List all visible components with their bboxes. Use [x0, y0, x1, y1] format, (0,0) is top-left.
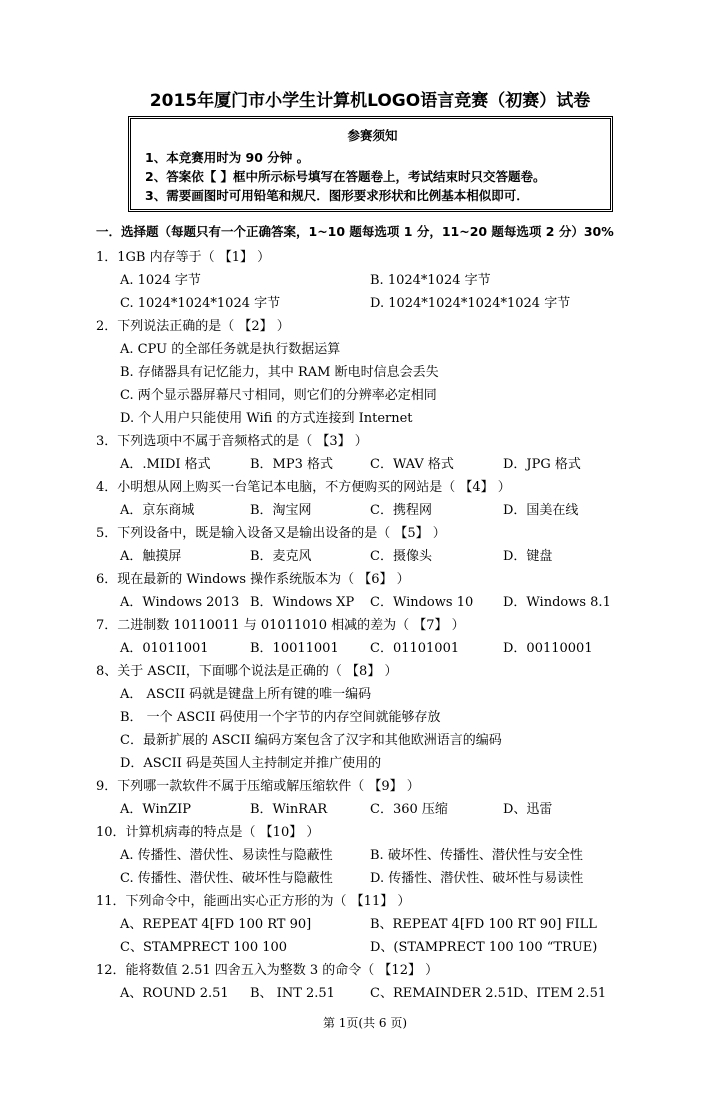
- option: B．麦克风: [250, 549, 312, 564]
- notice-heading: 参赛须知: [347, 128, 398, 143]
- option: B． 一个 ASCII 码使用一个字节的内存空间就能够存放: [120, 710, 441, 725]
- option: B．Windows XP: [250, 595, 355, 610]
- option: A．.MIDI 格式: [120, 457, 211, 472]
- option: C．摄像头: [370, 549, 432, 564]
- option: B. 破坏性、传播性、潜伏性与安全性: [370, 848, 583, 863]
- notice-line: 3、需要画图时可用铅笔和规尺．图形要求形状和比例基本相似即可．: [145, 188, 529, 203]
- option: D．键盘: [503, 549, 553, 564]
- question-stem: 9．下列哪一款软件不属于压缩或解压缩软件（ 【9】 ）: [96, 779, 420, 794]
- option: B、 INT 2.51: [250, 986, 335, 1001]
- option: A．WinZIP: [120, 802, 191, 817]
- option: C．360 压缩: [370, 802, 448, 817]
- notice-box: [128, 116, 613, 212]
- option: C．Windows 10: [370, 595, 474, 610]
- option: B．MP3 格式: [250, 457, 334, 472]
- notice-line: 1、本竞赛用时为 90 分钟 。: [145, 150, 310, 165]
- option: A、ROUND 2.51: [120, 986, 229, 1001]
- option: C．最新扩展的 ASCII 编码方案包含了汉字和其他欧洲语言的编码: [120, 733, 502, 748]
- option: D、迅雷: [503, 802, 553, 817]
- option: D．JPG 格式: [503, 457, 581, 472]
- option: D．00110001: [503, 641, 593, 656]
- question-stem: 7．二进制数 10110011 与 01011010 相减的差为（ 【7】 ）: [96, 618, 465, 633]
- question-stem: 11．下列命令中，能画出实心正方形的为（ 【11】 ）: [96, 894, 411, 909]
- page-title: 2015年厦门市小学生计算机LOGO语言竞赛（初赛）试卷: [149, 91, 591, 111]
- option: C．携程网: [370, 503, 432, 518]
- question-stem: 4．小明想从网上购买一台笔记本电脑，不方便购买的网站是（ 【4】 ）: [96, 480, 511, 495]
- question-stem: 5．下列设备中，既是输入设备又是输出设备的是（ 【5】 ）: [96, 526, 446, 541]
- question-stem: 6．现在最新的 Windows 操作系统版本为（ 【6】 ）: [96, 572, 410, 587]
- option: A、REPEAT 4[FD 100 RT 90]: [120, 917, 312, 932]
- option: D、(STAMPRECT 100 100 “TRUE): [370, 940, 598, 955]
- question-stem: 8、关于 ASCII，下面哪个说法是正确的（ 【8】 ）: [96, 664, 398, 679]
- option: B. 存储器具有记忆能力，其中 RAM 断电时信息会丢失: [120, 365, 439, 380]
- question-stem: 10．计算机病毒的特点是（ 【10】 ）: [96, 825, 320, 840]
- option: A. 传播性、潜伏性、易读性与隐蔽性: [120, 848, 333, 863]
- option: A．Windows 2013: [120, 595, 240, 610]
- option: A. 1024 字节: [120, 273, 201, 288]
- option: A．京东商城: [120, 503, 195, 518]
- option: A．触摸屏: [120, 549, 182, 564]
- option: B．WinRAR: [250, 802, 328, 817]
- option: D. 传播性、潜伏性、破坏性与易读性: [370, 871, 584, 886]
- option: D．Windows 8.1: [503, 595, 611, 610]
- question-stem: 1．1GB 内存等于（ 【1】 ）: [96, 250, 271, 265]
- option: A． ASCII 码就是键盘上所有键的唯一编码: [120, 687, 372, 702]
- page-footer: 第 1页(共 6 页): [322, 1016, 408, 1030]
- question-stem: 2．下列说法正确的是（ 【2】 ）: [96, 319, 290, 334]
- option: D. 1024*1024*1024*1024 字节: [370, 296, 571, 311]
- option: C、REMAINDER 2.51: [370, 986, 515, 1001]
- option: D．国美在线: [503, 503, 579, 518]
- section-heading: 一．选择题（每题只有一个正确答案，1~10 题每选项 1 分，11~20 题每选项 2 分）30%: [96, 224, 614, 239]
- notice-line: 2、答案依【 】框中所示标号填写在答题卷上，考试结束时只交答题卷。: [145, 169, 546, 184]
- option: C. 两个显示器屏幕尺寸相同，则它们的分辨率必定相同: [120, 388, 437, 403]
- option: A．01011001: [120, 641, 209, 656]
- option: A. CPU 的全部任务就是执行数据运算: [120, 342, 341, 357]
- option: D．ASCII 码是英国人主持制定并推广使用的: [120, 756, 382, 771]
- option: C．01101001: [370, 641, 460, 656]
- option: B、REPEAT 4[FD 100 RT 90] FILL: [370, 917, 597, 932]
- question-stem: 3．下列选项中不属于音频格式的是（ 【3】 ）: [96, 434, 368, 449]
- question-stem: 12．能将数值 2.51 四舍五入为整数 3 的命令（ 【12】 ）: [96, 963, 439, 978]
- option: B．10011001: [250, 641, 339, 656]
- option: C. 1024*1024*1024 字节: [120, 296, 281, 311]
- option: C、STAMPRECT 100 100: [120, 940, 288, 955]
- option: B. 1024*1024 字节: [370, 273, 491, 288]
- option: C．WAV 格式: [370, 457, 454, 472]
- option: B．淘宝网: [250, 503, 312, 518]
- option: D. 个人用户只能使用 Wifi 的方式连接到 Internet: [120, 411, 413, 426]
- option: D、ITEM 2.51: [513, 986, 607, 1001]
- option: C. 传播性、潜伏性、破坏性与隐蔽性: [120, 871, 333, 886]
